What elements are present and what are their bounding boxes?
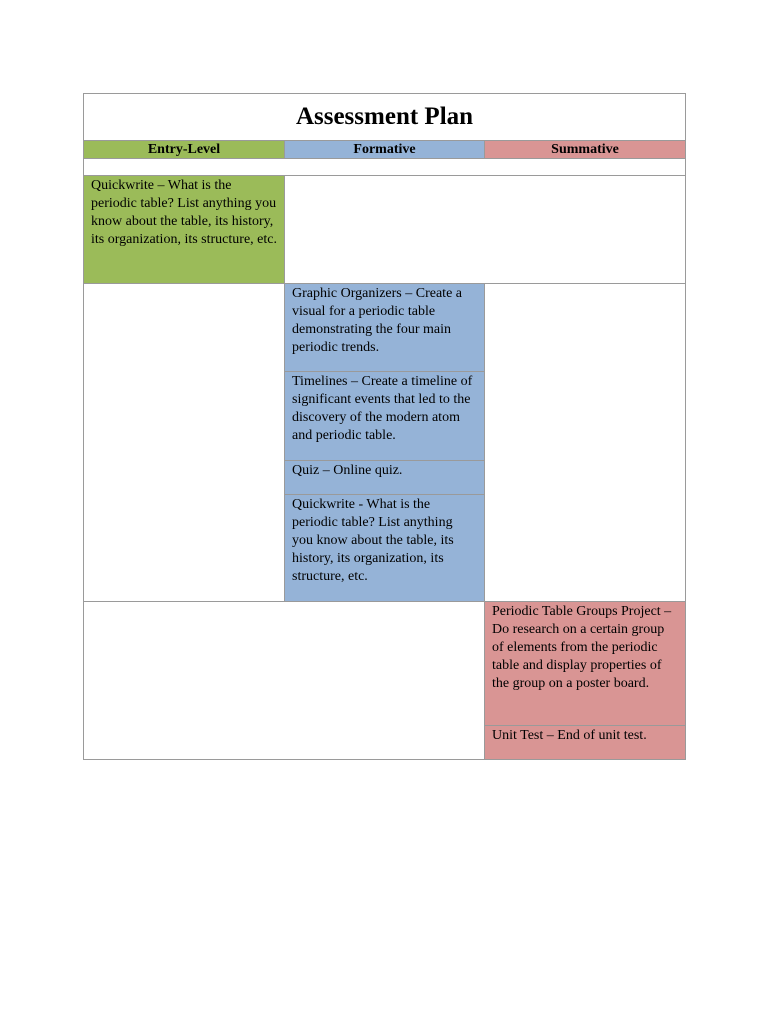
entry-level-row — [84, 176, 686, 284]
empty-cell — [84, 602, 485, 760]
formative-item-graphic-organizers: Graphic Organizers – Create a visual for a periodic table demonstrating the four main periodic trends. — [285, 284, 485, 372]
spacer-cell — [84, 159, 686, 176]
formative-item-quiz: Quiz – Online quiz. — [285, 461, 485, 495]
entry-level-item: Quickwrite – What is the periodic table? List anything you know about the table, its history, its organization, its structure, etc. — [84, 176, 285, 284]
summative-item-unit-test: Unit Test – End of unit test. — [485, 726, 686, 760]
formative-item-quickwrite: Quickwrite - What is the periodic table? List anything you know about the table, its history, its organization, its structure, etc. — [285, 495, 485, 602]
empty-cell — [485, 284, 686, 602]
column-header-formative: Formative — [285, 141, 485, 159]
assessment-plan-table — [83, 93, 686, 760]
formative-item-timelines: Timelines – Create a timeline of significant events that led to the discovery of the modern atom and periodic table. — [285, 372, 485, 461]
summative-row — [84, 602, 686, 726]
page-title: Assessment Plan — [84, 94, 686, 141]
spacer-row — [84, 159, 686, 176]
summative-item-groups-project: Periodic Table Groups Project – Do research on a certain group of elements from the periodic table and display properties of the group on a poster board. — [485, 602, 686, 726]
empty-cell — [285, 176, 686, 284]
empty-cell — [84, 284, 285, 602]
column-header-entry-level: Entry-Level — [84, 141, 285, 159]
formative-row — [84, 284, 686, 372]
column-header-summative: Summative — [485, 141, 686, 159]
